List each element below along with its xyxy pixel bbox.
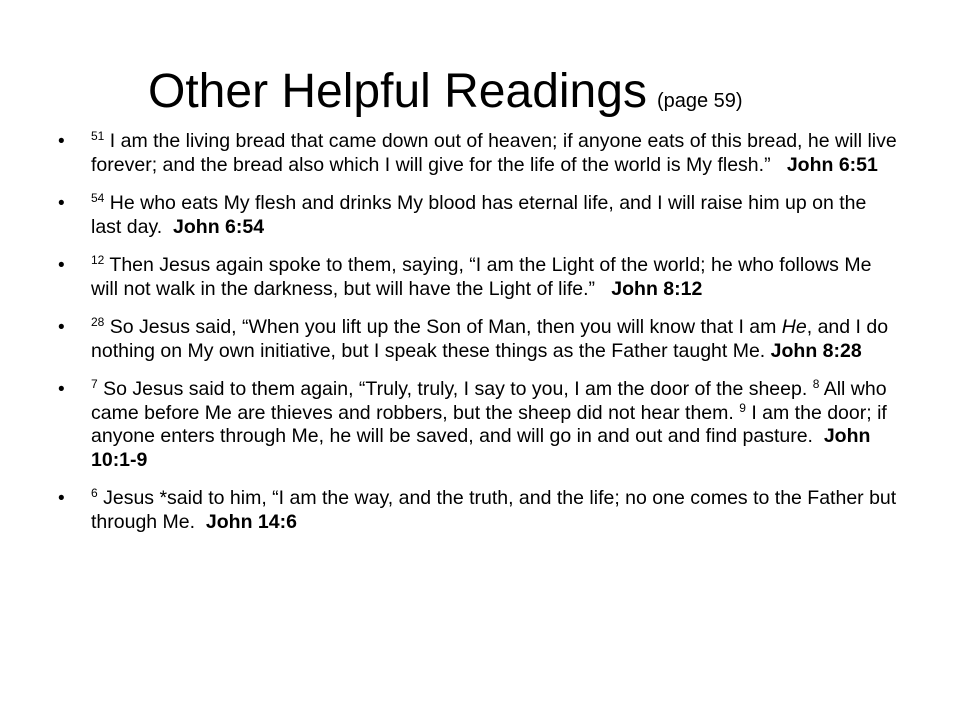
bullet-icon: • xyxy=(58,317,65,338)
verse-number: 28 xyxy=(91,315,105,329)
readings-list xyxy=(58,130,898,549)
verse-number: 7 xyxy=(91,377,98,391)
bullet-icon: • xyxy=(58,379,65,400)
verse-text: He who eats My flesh and drinks My blood has eternal life, and I will raise him up on the last day. xyxy=(91,192,867,238)
scripture-reference: John 10:1-9 xyxy=(91,425,871,471)
scripture-reference: John 6:54 xyxy=(173,215,265,238)
verse-italic: He xyxy=(781,316,807,338)
verse-text-continued: All who came before Me are thieves and robbers, but the sheep did not hear them. xyxy=(91,378,887,424)
bullet-icon: • xyxy=(58,488,65,509)
verse-text-continued: I am the door; if anyone enters through Me, he will be saved, and will go in and out and find pasture. xyxy=(91,401,887,447)
title-main: Other Helpful Readings xyxy=(148,65,647,118)
slide-title xyxy=(148,62,743,122)
verse-number: 9 xyxy=(739,400,746,415)
verse-number: 51 xyxy=(91,129,105,143)
verse-number: 8 xyxy=(812,377,820,391)
bullet-icon: • xyxy=(58,255,65,276)
bullet-icon: • xyxy=(58,131,65,152)
list-item xyxy=(58,316,898,363)
bullet-icon: • xyxy=(58,193,65,214)
title-page-ref: (page 59) xyxy=(656,90,743,112)
verse-text: So Jesus said to them again, “Truly, truly, I say to you, I am the door of the sheep. xyxy=(97,378,813,400)
scripture-reference: John 8:12 xyxy=(611,277,703,300)
verse-text-continued: , and I do nothing on My own initiative, but I speak these things as the Father taught Me. xyxy=(91,316,889,362)
verse-number: 12 xyxy=(91,253,105,267)
verse-text: Then Jesus again spoke to them, saying, “I am the Light of the world; he who follows Me will not walk in the darkness, but will have the Light of life.” xyxy=(91,254,872,300)
verse-number: 54 xyxy=(91,191,105,205)
scripture-reference: John 14:6 xyxy=(205,510,297,533)
list-item xyxy=(58,192,898,239)
verse-text: Jesus *said to him, “I am the way, and the truth, and the life; no one comes to the Father but through Me. xyxy=(91,487,897,533)
list-item xyxy=(58,487,898,534)
scripture-reference: John 8:28 xyxy=(770,339,862,362)
verse-text: So Jesus said, “When you lift up the Son of Man, then you will know that I am xyxy=(104,316,782,338)
list-item xyxy=(58,254,898,301)
scripture-reference: John 6:51 xyxy=(786,153,878,176)
verse-text: I am the living bread that came down out of heaven; if anyone eats of this bread, he will live forever; and the bread also which I will give for the life of the world is My flesh.” xyxy=(91,130,897,176)
list-item xyxy=(58,378,898,472)
verse-number: 6 xyxy=(91,486,98,500)
list-item xyxy=(58,130,898,177)
